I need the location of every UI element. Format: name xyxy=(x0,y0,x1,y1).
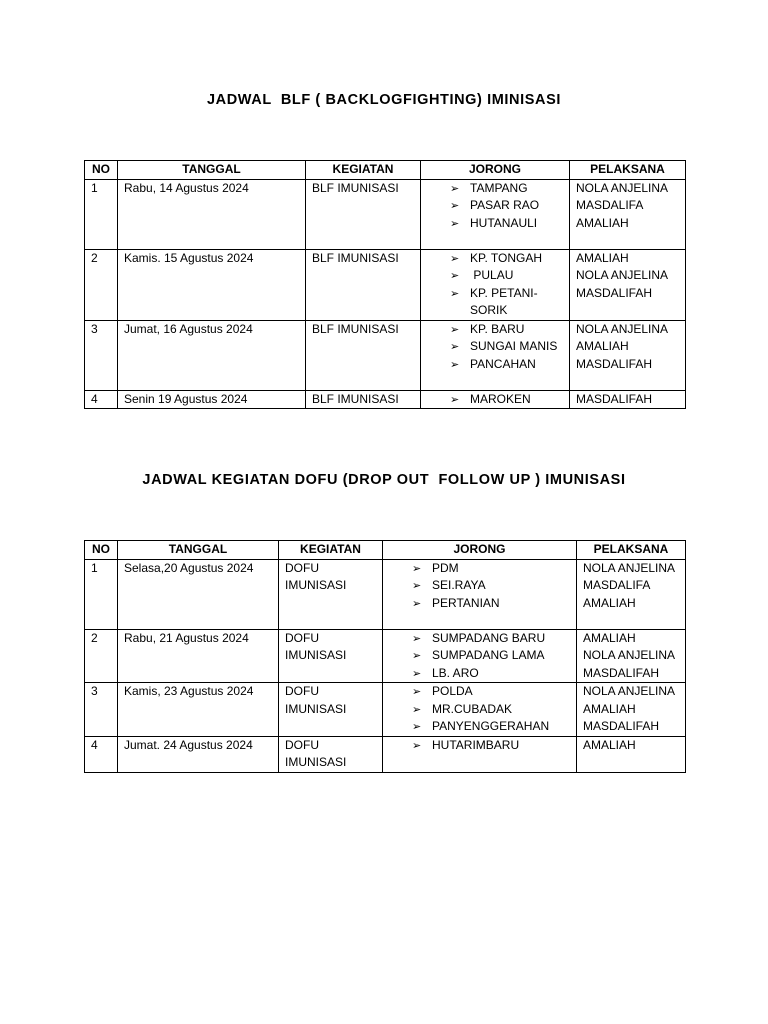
cell-no: 4 xyxy=(85,736,118,772)
cell-jorong xyxy=(383,683,577,737)
jorong-item: ➢ PANYENGGERAHAN xyxy=(410,718,572,736)
cell-kegiatan: BLF IMUNISASI xyxy=(306,390,421,409)
cell-kegiatan: BLF IMUNISASI xyxy=(306,179,421,249)
cell-no: 2 xyxy=(85,249,118,320)
cell-tanggal: Kamis, 23 Agustus 2024 xyxy=(118,683,279,737)
cell-jorong xyxy=(421,179,570,249)
cell-tanggal: Selasa,20 Agustus 2024 xyxy=(118,559,279,629)
pelaksana-line: AMALIAH xyxy=(583,630,636,645)
cell-kegiatan xyxy=(279,629,383,683)
jorong-list xyxy=(448,391,565,409)
cell-no: 1 xyxy=(85,559,118,629)
pelaksana-line: NOLA ANJELINA xyxy=(576,180,669,195)
table1-title: JADWAL BLF ( BACKLOGFIGHTING) IMINISASI xyxy=(207,92,561,108)
jorong-item: ➢ SUMPADANG LAMA xyxy=(410,647,572,665)
jorong-item: ➢ PULAU xyxy=(448,267,565,285)
cell-jorong xyxy=(383,629,577,683)
kegiatan-line: DOFU xyxy=(285,684,319,698)
table-header-row xyxy=(85,161,686,180)
table2-title: JADWAL KEGIATAN DOFU (DROP OUT FOLLOW UP ) IMUNISASI xyxy=(142,472,626,488)
header-pelaksana: PELAKSANA xyxy=(570,161,686,180)
kegiatan-line: IMUNISASI xyxy=(285,755,347,769)
jorong-item: ➢ HUTANAULI xyxy=(448,215,565,233)
kegiatan-line: IMUNISASI xyxy=(285,578,347,592)
header-jorong: JORONG xyxy=(383,541,577,560)
cell-no: 4 xyxy=(85,390,118,409)
cell-kegiatan: BLF IMUNISASI xyxy=(306,249,421,320)
cell-no: 2 xyxy=(85,629,118,683)
jorong-item: ➢ PANCAHAN xyxy=(448,356,565,374)
pelaksana-line: NOLA ANJELINA xyxy=(583,648,676,662)
jorong-item: ➢ POLDA xyxy=(410,683,572,701)
kegiatan-line: IMUNISASI xyxy=(285,701,347,716)
cell-tanggal: Senin 19 Agustus 2024 xyxy=(118,390,306,409)
jorong-list xyxy=(410,737,572,755)
cell-kegiatan xyxy=(279,559,383,629)
blf-schedule-table xyxy=(84,160,686,409)
table-row xyxy=(85,320,686,390)
jorong-item: ➢ PASAR RAO xyxy=(448,197,565,215)
jorong-list xyxy=(448,321,565,374)
jorong-list xyxy=(448,250,565,320)
cell-jorong xyxy=(421,249,570,320)
jorong-list xyxy=(410,683,572,736)
pelaksana-line: AMALIAH xyxy=(583,737,636,752)
pelaksana-line: MASDALIFAH xyxy=(583,719,660,733)
header-pelaksana: PELAKSANA xyxy=(577,541,686,560)
pelaksana-line: NOLA ANJELINA xyxy=(583,560,676,575)
table-row xyxy=(85,179,686,249)
cell-kegiatan: BLF IMUNISASI xyxy=(306,320,421,390)
pelaksana-line: MASDALIFA xyxy=(583,578,651,592)
pelaksana-line: AMALIAH xyxy=(583,701,636,716)
jorong-item: ➢ KP. PETANI-SORIK xyxy=(448,285,565,320)
cell-jorong xyxy=(383,559,577,629)
kegiatan-line: IMUNISASI xyxy=(285,648,347,662)
pelaksana-line: MASDALIFAH xyxy=(576,356,653,371)
cell-jorong xyxy=(383,736,577,772)
pelaksana-line: AMALIAH xyxy=(576,339,629,353)
cell-pelaksana xyxy=(570,249,686,320)
header-tanggal: TANGGAL xyxy=(118,541,279,560)
header-kegiatan: KEGIATAN xyxy=(306,161,421,180)
header-no: NO xyxy=(85,161,118,180)
table-row xyxy=(85,629,686,683)
cell-no: 3 xyxy=(85,683,118,737)
jorong-item: ➢ MAROKEN xyxy=(448,391,565,409)
cell-no: 1 xyxy=(85,179,118,249)
cell-tanggal: Jumat, 16 Agustus 2024 xyxy=(118,320,306,390)
jorong-item: ➢ KP. TONGAH xyxy=(448,250,565,268)
kegiatan-line: DOFU xyxy=(285,630,319,645)
pelaksana-line: AMALIAH xyxy=(583,595,636,610)
pelaksana-line: AMALIAH xyxy=(576,215,629,230)
header-no: NO xyxy=(85,541,118,560)
cell-jorong xyxy=(421,320,570,390)
cell-tanggal: Rabu, 21 Agustus 2024 xyxy=(118,629,279,683)
jorong-item: ➢ PERTANIAN xyxy=(410,595,572,613)
cell-pelaksana xyxy=(577,629,686,683)
jorong-list xyxy=(448,180,565,233)
cell-kegiatan xyxy=(279,736,383,772)
table-row xyxy=(85,736,686,772)
cell-tanggal: Jumat. 24 Agustus 2024 xyxy=(118,736,279,772)
kegiatan-line: DOFU xyxy=(285,560,319,575)
cell-pelaksana xyxy=(570,390,686,409)
jorong-item: ➢ LB. ARO xyxy=(410,665,572,683)
header-kegiatan: KEGIATAN xyxy=(279,541,383,560)
table-row xyxy=(85,559,686,629)
header-tanggal: TANGGAL xyxy=(118,161,306,180)
jorong-item: ➢ SUNGAI MANIS xyxy=(448,338,565,356)
cell-pelaksana xyxy=(570,320,686,390)
pelaksana-line: NOLA ANJELINA xyxy=(576,321,669,336)
pelaksana-line: MASDALIFAH xyxy=(576,391,653,406)
cell-tanggal: Kamis. 15 Agustus 2024 xyxy=(118,249,306,320)
pelaksana-line: NOLA ANJELINA xyxy=(583,684,676,698)
header-jorong: JORONG xyxy=(421,161,570,180)
table-row xyxy=(85,249,686,320)
pelaksana-line: NOLA ANJELINA xyxy=(576,268,669,282)
cell-kegiatan xyxy=(279,683,383,737)
jorong-list xyxy=(410,560,572,613)
jorong-item: ➢ PDM xyxy=(410,560,572,578)
jorong-item: ➢ TAMPANG xyxy=(448,180,565,198)
pelaksana-line: AMALIAH xyxy=(576,250,629,265)
dofu-schedule-table xyxy=(84,540,686,773)
jorong-item: ➢ SEI.RAYA xyxy=(410,577,572,595)
table-row xyxy=(85,683,686,737)
jorong-item: ➢ MR.CUBADAK xyxy=(410,701,572,719)
jorong-item: ➢ SUMPADANG BARU xyxy=(410,630,572,648)
jorong-item: ➢ KP. BARU xyxy=(448,321,565,339)
cell-no: 3 xyxy=(85,320,118,390)
kegiatan-line: DOFU xyxy=(285,737,319,752)
jorong-list xyxy=(410,630,572,683)
table-row xyxy=(85,390,686,409)
jorong-item: ➢ HUTARIMBARU xyxy=(410,737,572,755)
table-header-row xyxy=(85,541,686,560)
pelaksana-line: MASDALIFAH xyxy=(576,285,653,300)
pelaksana-line: MASDALIFAH xyxy=(583,665,660,680)
pelaksana-line: MASDALIFA xyxy=(576,198,644,212)
cell-pelaksana xyxy=(577,683,686,737)
cell-pelaksana xyxy=(570,179,686,249)
cell-pelaksana xyxy=(577,736,686,772)
cell-tanggal: Rabu, 14 Agustus 2024 xyxy=(118,179,306,249)
cell-jorong xyxy=(421,390,570,409)
cell-pelaksana xyxy=(577,559,686,629)
